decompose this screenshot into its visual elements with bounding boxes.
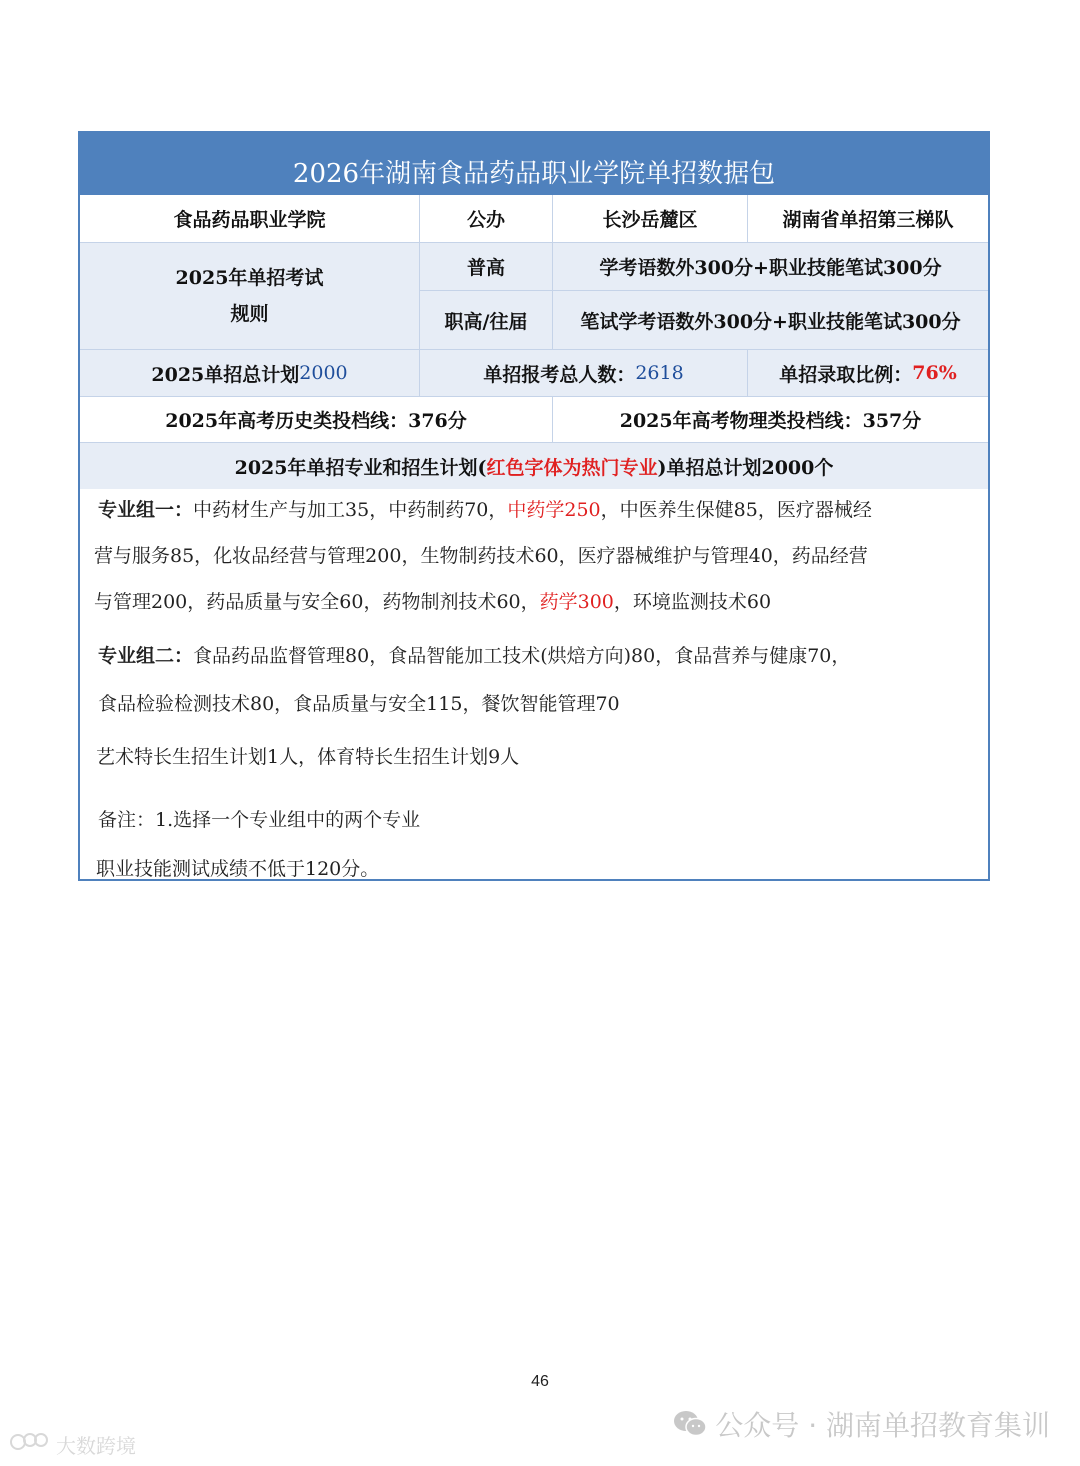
group1-text-d: ，环境监测技术60 (613, 591, 772, 613)
group1-hot-major-2: 药学300 (539, 591, 614, 613)
table-title: 2026年湖南食品药品职业学院单招数据包 (80, 133, 988, 195)
history-cutoff-cell: 2025年高考历史类投档线：376分 (80, 397, 553, 443)
note-line2: 职业技能测试成绩不低于120分。 (96, 858, 380, 880)
watermark-left (10, 1430, 136, 1459)
group1-hot-major-1: 中药学250 (507, 499, 601, 521)
school-type-cell: 公办 (420, 195, 553, 243)
data-table (78, 131, 990, 881)
group1-line3 (94, 579, 771, 625)
physics-cutoff-cell: 2025年高考物理类投档线：357分 (553, 397, 988, 443)
group1-label: 专业组一： (98, 499, 194, 521)
note-line1: 备注：1.选择一个专业组中的两个专业 (98, 809, 421, 831)
location-cell: 长沙岳麓区 (553, 195, 748, 243)
logo-icon (10, 1431, 50, 1458)
group1-text-a: 中药材生产与加工35，中药制药70， (193, 499, 508, 521)
school-name-cell: 食品药品职业学院 (80, 195, 420, 243)
watermark-left-text: 大数跨境 (56, 1434, 136, 1458)
ratio-value: 76% (912, 362, 957, 384)
general-label-cell: 普高 (420, 243, 553, 291)
tier-cell: 湖南省单招第三梯队 (748, 195, 988, 243)
plan-header-hot-note: 红色字体为热门专业 (486, 456, 658, 479)
plan-header-prefix: 2025年单招专业和招生计划( (234, 456, 487, 479)
group2-line2: 食品检验检测技术80，食品质量与安全115，餐饮智能管理70 (98, 693, 620, 715)
group2-text-a: 食品药品监督管理80，食品智能加工技术(烘焙方向)80，食品营养与健康70， (193, 645, 851, 667)
rules-label-line1: 2025年单招考试 (175, 267, 324, 289)
wechat-icon (673, 1409, 707, 1439)
group1-line1 (98, 487, 872, 533)
general-rule-cell: 学考语数外300分+职业技能笔试300分 (553, 243, 988, 291)
rules-label-line2: 规则 (230, 303, 269, 325)
ratio-cell (748, 350, 988, 397)
rules-label-cell (80, 243, 420, 350)
group1-text-b: ，中医养生保健85，医疗器械经 (600, 499, 872, 521)
group1-text-c: 与管理200，药品质量与安全60，药物制剂技术60， (94, 591, 540, 613)
vocational-label-cell: 职高/往届 (420, 291, 553, 350)
total-plan-label: 2025单招总计划 (151, 363, 300, 386)
total-plan-value: 2000 (299, 362, 348, 384)
ratio-label: 单招录取比例： (779, 363, 913, 386)
group2-label: 专业组二： (98, 645, 194, 667)
applicants-label: 单招报考总人数： (483, 363, 636, 386)
plan-header-suffix: )单招总计划2000个 (657, 456, 834, 479)
page-number: 46 (531, 1373, 549, 1390)
special-plan-text: 艺术特长生招生计划1人，体育特长生招生计划9人 (96, 746, 520, 768)
applicants-value: 2618 (635, 362, 684, 384)
watermark-right-text: 公众号 · 湖南单招教育集训 (715, 1409, 1050, 1442)
applicants-cell (420, 350, 748, 397)
group2-line1 (98, 633, 850, 679)
plan-header (80, 443, 988, 489)
watermark-right (673, 1404, 1050, 1444)
group1-line2: 营与服务85，化妆品经营与管理200，生物制药技术60，医疗器械维护与管理40，药品经营 (94, 545, 868, 567)
total-plan-cell (80, 350, 420, 397)
vocational-rule-cell: 笔试学考语数外300分+职业技能笔试300分 (553, 291, 988, 350)
